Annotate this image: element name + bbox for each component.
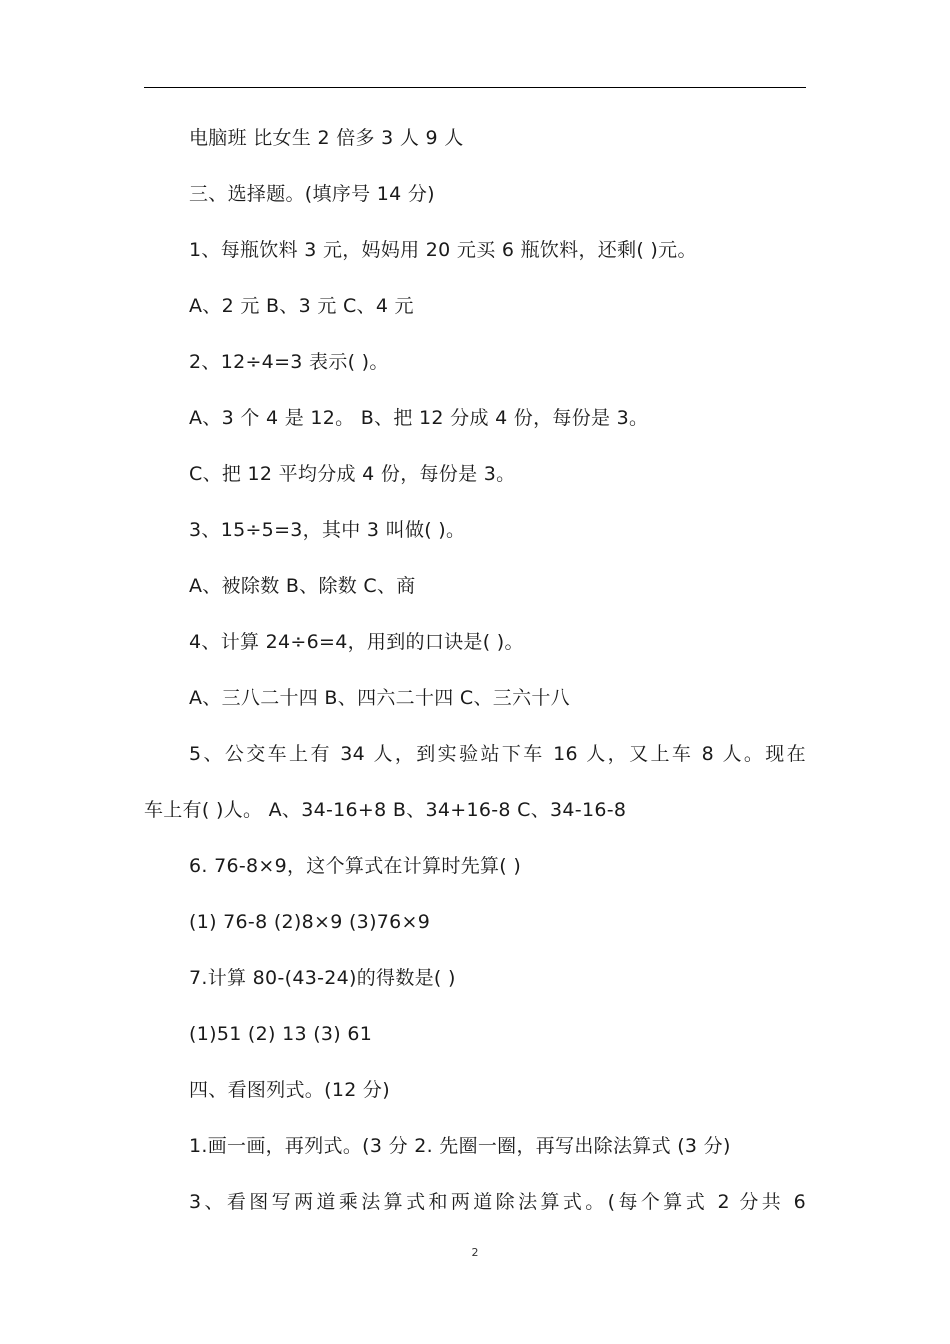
question-5: 5、公交车上有 34 人，到实验站下车 16 人，又上车 8 人。现在 [189,743,806,765]
question-7-options: (1)51 (2) 13 (3) 61 [189,1023,373,1045]
text-line-computer-class: 电脑班 比女生 2 倍多 3 人 9 人 [189,127,464,149]
picture-task-1-2: 1.画一画，再列式。(3 分 2. 先圈一圈，再写出除法算式 (3 分) [189,1135,731,1157]
question-1: 1、每瓶饮料 3 元，妈妈用 20 元买 6 瓶饮料，还剩( )元。 [189,239,697,261]
question-4: 4、计算 24÷6=4，用到的口诀是( )。 [189,631,524,653]
question-2-option-c: C、把 12 平均分成 4 份，每份是 3。 [189,463,516,485]
header-rule [144,87,806,88]
question-6-options: (1) 76-8 (2)8×9 (3)76×9 [189,911,431,933]
question-5-continued: 车上有( )人。 A、34-16+8 B、34+16-8 C、34-16-8 [144,799,627,821]
section-heading-picture-equations: 四、看图列式。(12 分) [189,1079,390,1101]
question-4-options: A、三八二十四 B、四六二十四 C、三六十八 [189,687,570,709]
question-6: 6. 76-8×9，这个算式在计算时先算( ) [189,855,522,877]
question-7: 7.计算 80-(43-24)的得数是( ) [189,967,456,989]
picture-task-3: 3、看图写两道乘法算式和两道除法算式。(每个算式 2 分共 6 [189,1191,806,1213]
question-2: 2、12÷4=3 表示( )。 [189,351,389,373]
question-3-options: A、被除数 B、除数 C、商 [189,575,416,597]
question-1-options: A、2 元 B、3 元 C、4 元 [189,295,414,317]
question-3: 3、15÷5=3，其中 3 叫做( )。 [189,519,466,541]
question-2-options-ab: A、3 个 4 是 12。 B、把 12 分成 4 份，每份是 3。 [189,407,649,429]
page-number: 2 [471,1246,479,1259]
document-body [144,120,806,1240]
section-heading-multiple-choice: 三、选择题。(填序号 14 分) [189,183,435,205]
